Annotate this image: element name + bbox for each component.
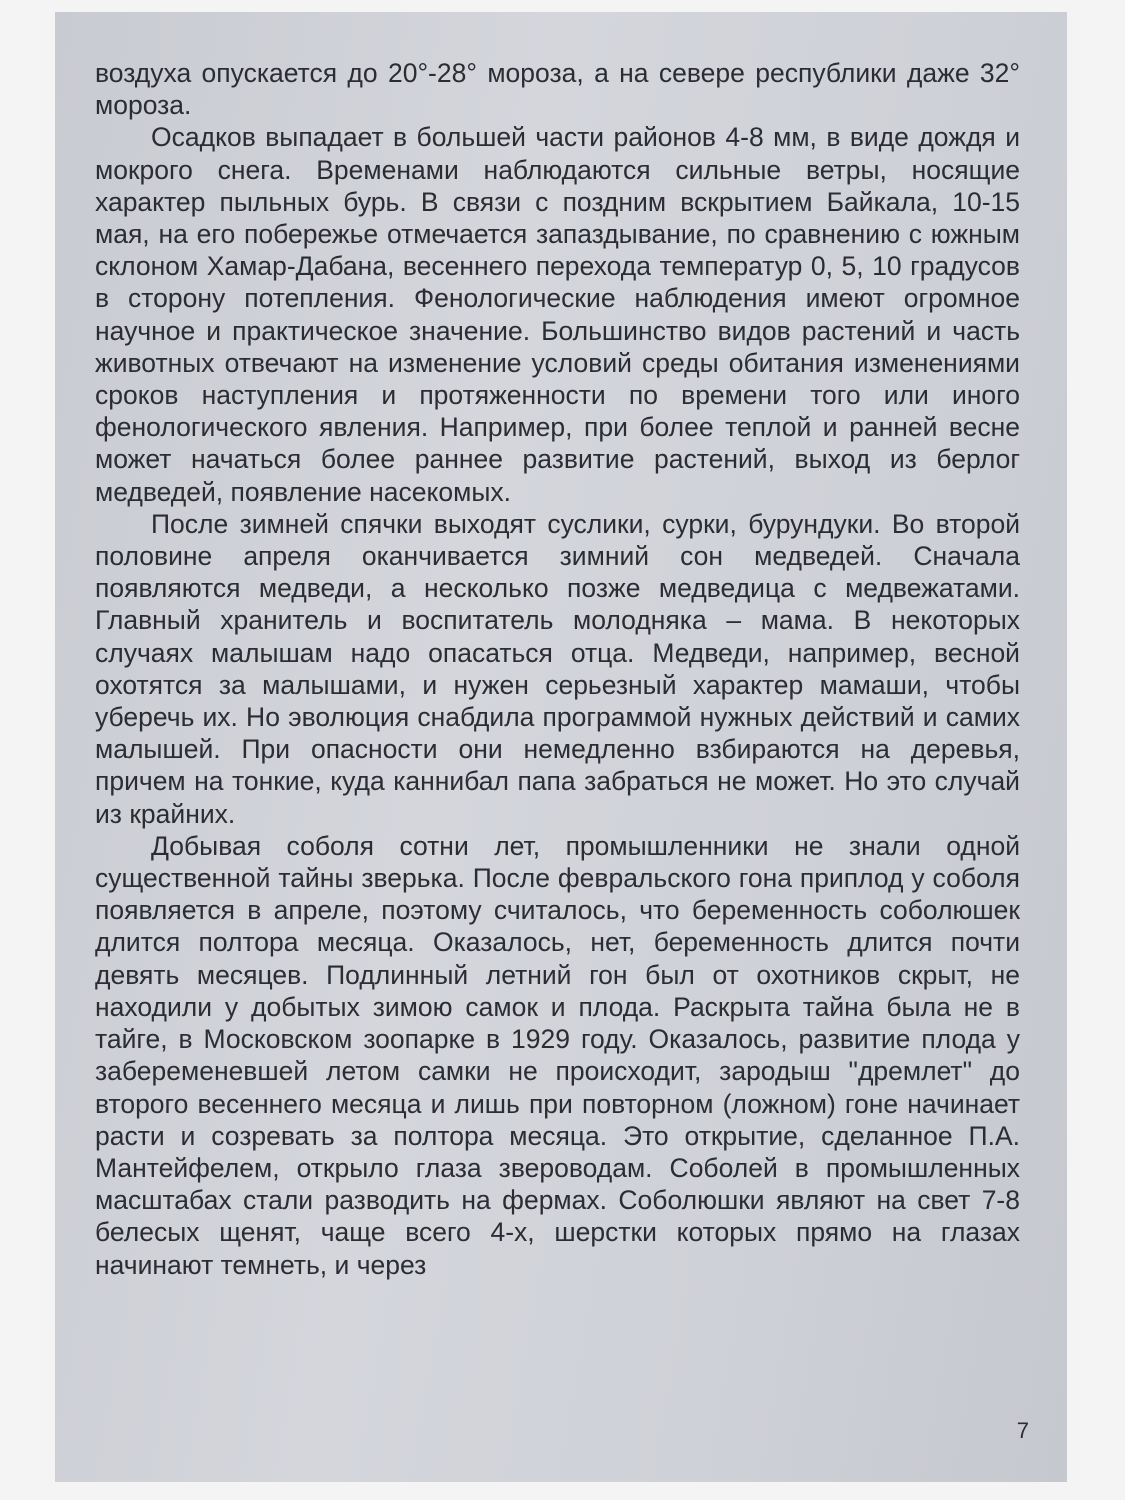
paragraph-4: Добывая соболя сотни лет, промышленники не знали одной существенной тайны зверька. После февральского гона приплод у соболя появляется в апреле, поэтому считалось, что беременность соболюшек длится полтора месяца. Оказалось, нет, беременность длится почти девять месяцев. Подлинный летний гон был от охотников скрыт, не находили у добытых зимою самок и плода. Раскрыта тайна была не в тайге, в Московском зоопарке в 1929 году. Оказалось, развитие плода у забеременевшей летом самки не происходит, зародыш "дремлет" до второго весеннего месяца и лишь при повторном (ложном) гоне начинает расти и созревать за полтора месяца. Это открытие, сделанное П.А. Мантейфелем, открыло глаза звероводам. Соболей в промышленных масштабах стали разводить на фермах. Соболюшки являют на свет 7-8 белесых щенят, чаще всего 4-х, шерстки которых прямо на глазах начинают темнеть, и через [95, 830, 1020, 1280]
page-number: 7 [1016, 1418, 1029, 1443]
paragraph-2: Осадков выпадает в большей части районов 4-8 мм, в виде дождя и мокрого снега. Временами наблюдаются сильные ветры, носящие характер пыльных бурь. В связи с поздним вскрытием Байкала, 10-15 мая, на его побережье отмечается запаздывание, по сравнению с южным склоном Хамар-Дабана, весеннего перехода температур 0, 5, 10 градусов в сторону потепления. Фенологические наблюдения имеют огромное научное и практическое значение. Большинство видов растений и часть животных отвечают на изменение условий среды обитания изменениями сроков наступления и протяженности по времени того или иного фенологического явления. Например, при более теплой и ранней весне может начаться более раннее развитие растений, выход из берлог медведей, появление насекомых. [95, 122, 1020, 507]
paragraph-3: После зимней спячки выходят суслики, сурки, бурундуки. Во второй половине апреля оканчивается зимний сон медведей. Сначала появляются медведи, а несколько позже медведица с медвежатами. Главный хранитель и воспитатель молодняка – мама. В некоторых случаях малышам надо опасаться отца. Медведи, например, весной охотятся за малышами, и нужен серьезный характер мамаши, чтобы уберечь их. Но эволюция снабдила программой нужных действий и самих малышей. При опасности они немедленно взбираются на деревья, причем на тонкие, куда каннибал папа забраться не может. Но это случай из крайних. [95, 508, 1020, 829]
body-text [95, 57, 1020, 1281]
paragraph-1: воздуха опускается до 20°-28° мороза, а на севере республики даже 32° мороза. [95, 58, 1020, 121]
book-page [55, 12, 1067, 1482]
